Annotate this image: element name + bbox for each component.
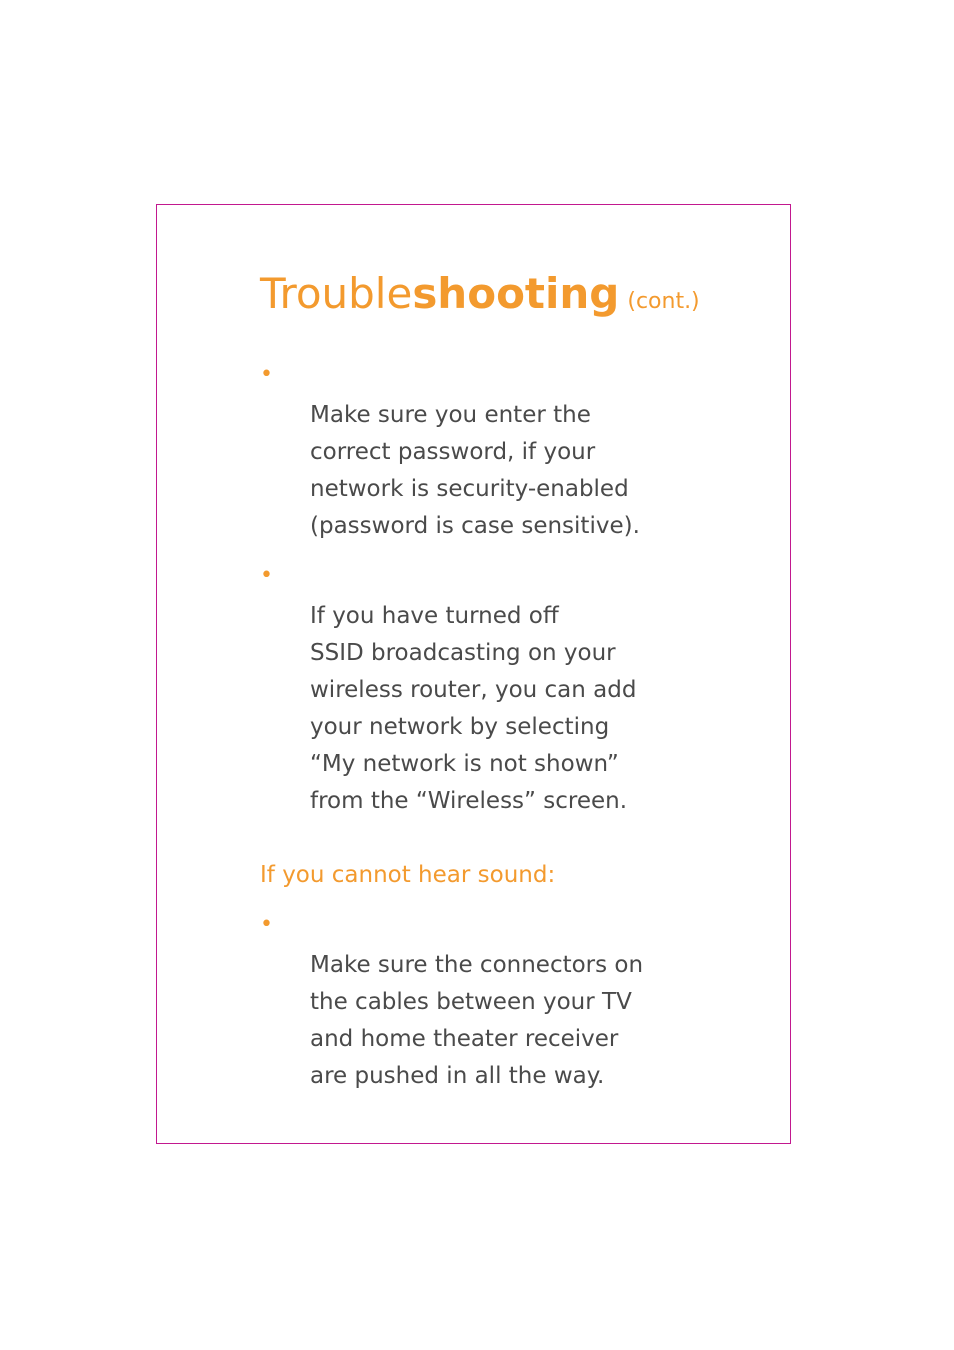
tip-text: If you have turned off SSID broadcasting on your wireless router, you can add your network by selecting “My network is not shown” from the “Wireless” screen.: [310, 603, 637, 814]
sound-tips-list: [260, 910, 740, 1095]
bullet-icon: •: [260, 912, 273, 937]
wifi-tips-list: [260, 360, 740, 820]
bullet-icon: •: [260, 362, 273, 387]
title-bold-part: shooting: [412, 269, 620, 318]
list-item: [260, 561, 740, 820]
tip-text: Make sure the connectors on the cables between your TV and home theater receiver are pushed in all the way.: [310, 952, 644, 1089]
title-light-part: Trouble: [260, 269, 413, 318]
page-title: [260, 269, 740, 327]
list-item: [260, 910, 740, 1095]
page-frame: [156, 204, 791, 1144]
sound-section-heading: If you cannot hear sound:: [260, 862, 556, 888]
tip-text: Make sure you enter the correct password, if your network is security-enabled (password is case sensitive).: [310, 402, 640, 539]
list-item: [260, 360, 740, 545]
page-content: [260, 269, 740, 1095]
title-continued-label: (cont.): [627, 289, 700, 314]
bullet-icon: •: [260, 563, 273, 588]
